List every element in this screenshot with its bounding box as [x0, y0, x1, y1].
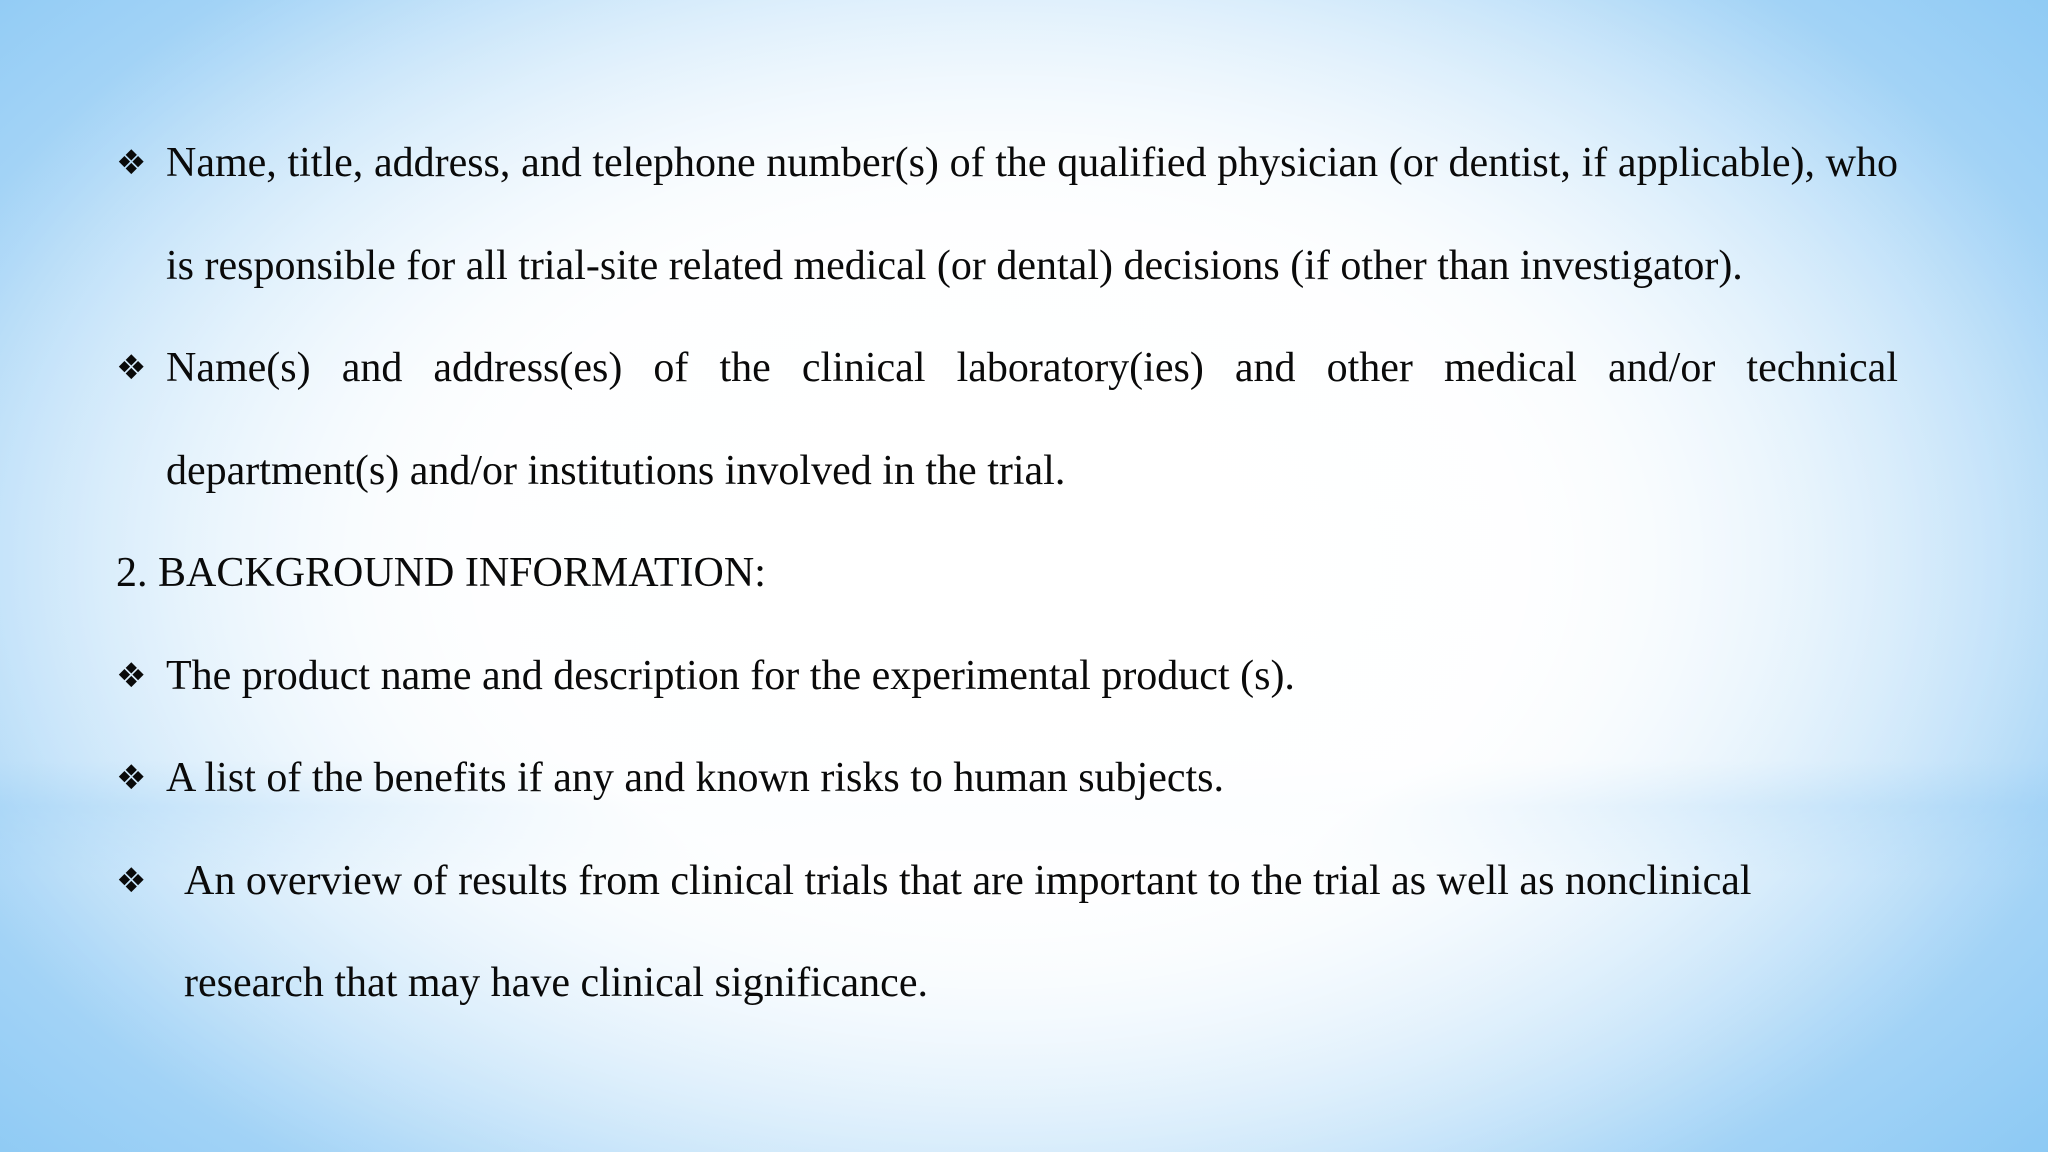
list-item-text: Name, title, address, and telephone number(s) of the qualified physician (or dentist, if applicable), who is responsible for all trial-site related medical (or dental) decisions (if other than investigator).: [166, 140, 1898, 289]
list-item: [116, 727, 1898, 830]
diamond-bullet-icon: ❖: [116, 758, 147, 798]
list-item: [116, 317, 1898, 522]
diamond-bullet-icon: ❖: [116, 655, 147, 696]
list-item-text: A list of the benefits if any and known risks to human subjects.: [166, 755, 1225, 801]
diamond-bullet-icon: ❖: [116, 348, 147, 388]
list-item: [116, 112, 1898, 317]
diamond-bullet-icon: ❖: [116, 860, 147, 901]
list-item-text: Name(s) and address(es) of the clinical laboratory(ies) and other medical and/or technical department(s) and/or institutions involved in the trial.: [166, 345, 1898, 494]
diamond-bullet-icon: ❖: [116, 143, 147, 183]
slide-content: [116, 112, 1898, 1035]
list-item-text: The product name and description for the experimental product (s).: [166, 652, 1295, 699]
list-item: [116, 625, 1898, 728]
list-item-text: An overview of results from clinical trials that are important to the trial as well as nonclinical research that may have clinical significance.: [184, 857, 1752, 1006]
list-item: [116, 830, 1816, 1035]
section-heading-row: [116, 522, 1898, 625]
section-heading: 2. BACKGROUND INFORMATION:: [116, 550, 766, 596]
